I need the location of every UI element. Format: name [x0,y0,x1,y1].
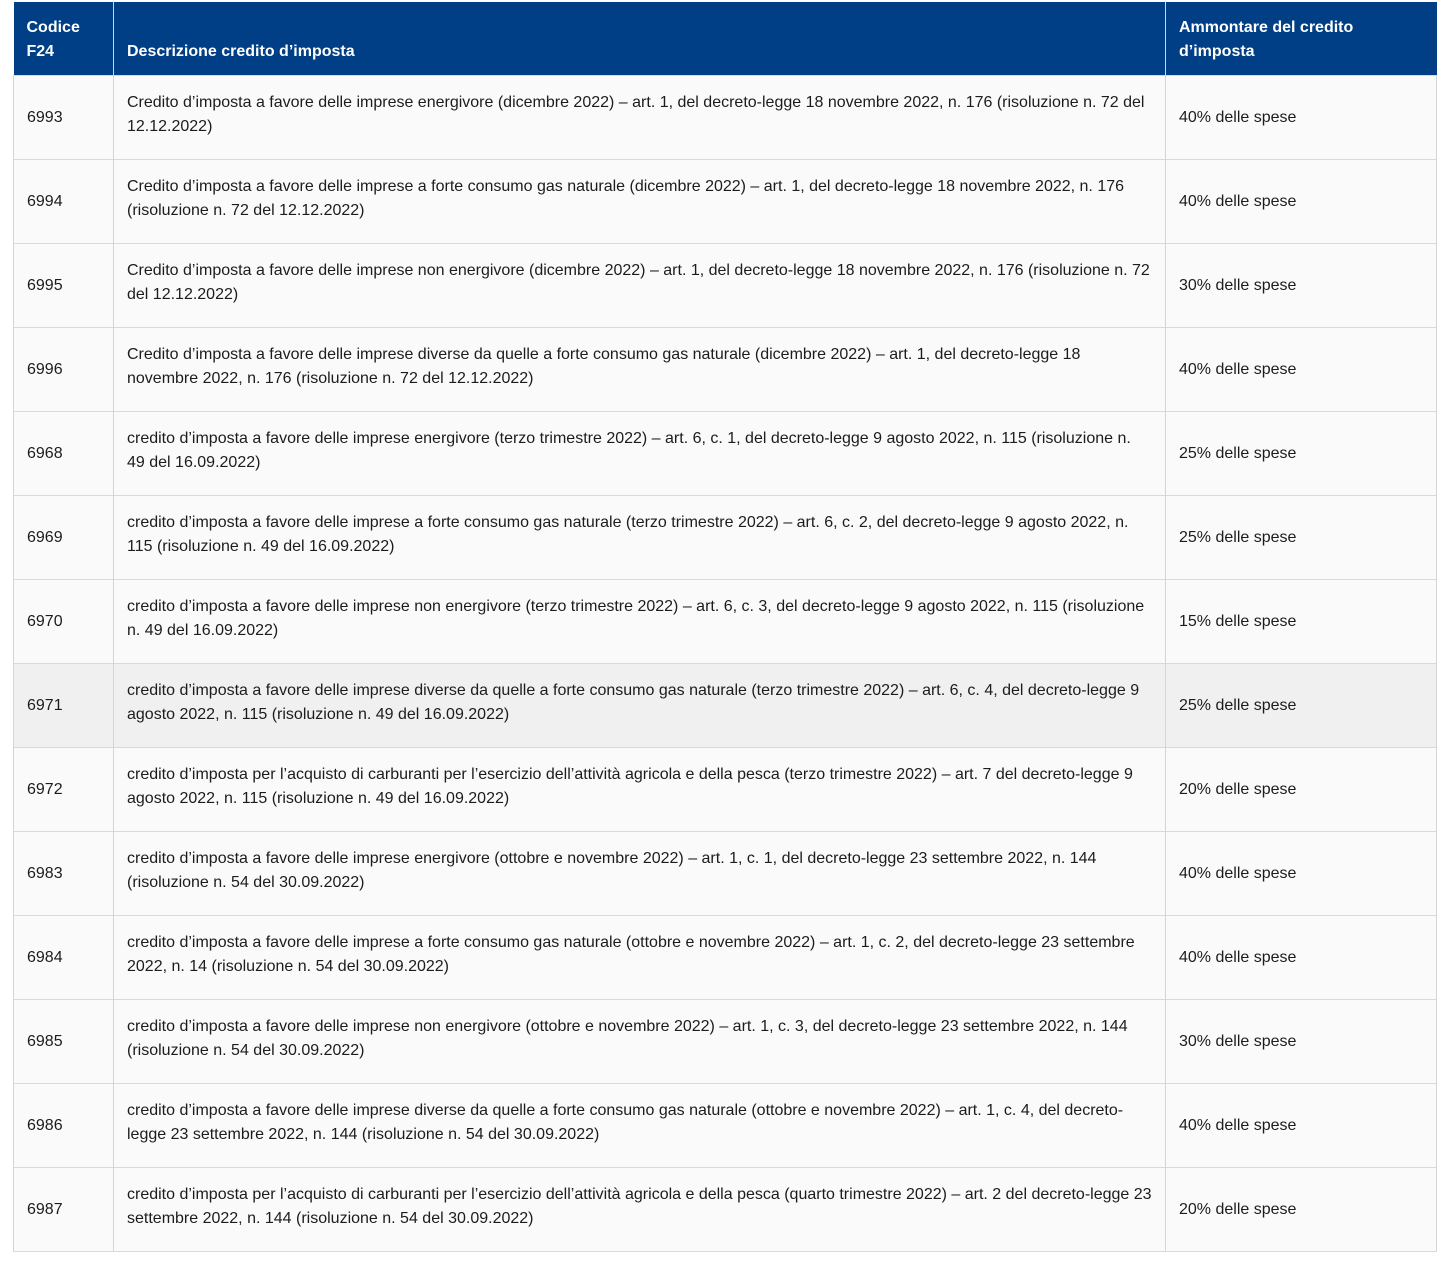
cell-amount: 40% delle spese [1166,1084,1437,1168]
cell-code: 6972 [14,748,114,832]
cell-amount: 20% delle spese [1166,1168,1437,1252]
table-row [14,1084,1437,1168]
cell-code: 6986 [14,1084,114,1168]
cell-description: credito d’imposta per l’acquisto di carburanti per l’esercizio dell’attività agricola e della pesca (quarto trimestre 2022) – art. 2 del decreto-legge 23 settembre 2022, n. 144 (risoluzione n. 54 del 30.09.2022) [114,1168,1166,1252]
cell-code: 6970 [14,580,114,664]
table-body [14,76,1437,1252]
cell-amount: 40% delle spese [1166,160,1437,244]
cell-amount: 20% delle spese [1166,748,1437,832]
column-header-code: Codice F24 [14,2,114,76]
table-row [14,1000,1437,1084]
cell-code: 6969 [14,496,114,580]
tax-credit-table-container [13,2,1436,1252]
table-row [14,496,1437,580]
cell-description: Credito d’imposta a favore delle imprese energivore (dicembre 2022) – art. 1, del decreto-legge 18 novembre 2022, n. 176 (risoluzione n. 72 del 12.12.2022) [114,76,1166,160]
table-row [14,244,1437,328]
tax-credit-table [13,2,1437,1252]
cell-description: credito d’imposta a favore delle imprese non energivore (ottobre e novembre 2022) – art. 1, c. 3, del decreto-legge 23 settembre 2022, n. 144 (risoluzione n. 54 del 30.09.2022) [114,1000,1166,1084]
header-row [14,2,1437,76]
cell-description: credito d’imposta a favore delle imprese diverse da quelle a forte consumo gas naturale (terzo trimestre 2022) – art. 6, c. 4, del decreto-legge 9 agosto 2022, n. 115 (risoluzione n. 49 del 16.09.2022) [114,664,1166,748]
cell-amount: 25% delle spese [1166,664,1437,748]
cell-amount: 40% delle spese [1166,76,1437,160]
column-header-amount: Ammontare del credito d’imposta [1166,2,1437,76]
cell-description: credito d’imposta a favore delle imprese energivore (terzo trimestre 2022) – art. 6, c. 1, del decreto-legge 9 agosto 2022, n. 115 (risoluzione n. 49 del 16.09.2022) [114,412,1166,496]
cell-description: credito d’imposta a favore delle imprese diverse da quelle a forte consumo gas naturale (ottobre e novembre 2022) – art. 1, c. 4, del decreto-legge 23 settembre 2022, n. 144 (risoluzione n. 54 del 30.09.2022) [114,1084,1166,1168]
cell-code: 6985 [14,1000,114,1084]
cell-code: 6984 [14,916,114,1000]
cell-code: 6971 [14,664,114,748]
table-row [14,328,1437,412]
cell-amount: 40% delle spese [1166,328,1437,412]
cell-code: 6983 [14,832,114,916]
cell-code: 6996 [14,328,114,412]
cell-amount: 25% delle spese [1166,496,1437,580]
cell-code: 6995 [14,244,114,328]
table-row [14,916,1437,1000]
table-row [14,160,1437,244]
table-row [14,580,1437,664]
cell-code: 6987 [14,1168,114,1252]
cell-description: credito d’imposta per l’acquisto di carburanti per l’esercizio dell’attività agricola e della pesca (terzo trimestre 2022) – art. 7 del decreto-legge 9 agosto 2022, n. 115 (risoluzione n. 49 del 16.09.2022) [114,748,1166,832]
table-row [14,748,1437,832]
cell-description: credito d’imposta a favore delle imprese a forte consumo gas naturale (terzo trimestre 2022) – art. 6, c. 2, del decreto-legge 9 agosto 2022, n. 115 (risoluzione n. 49 del 16.09.2022) [114,496,1166,580]
cell-amount: 30% delle spese [1166,244,1437,328]
cell-description: Credito d’imposta a favore delle imprese non energivore (dicembre 2022) – art. 1, del decreto-legge 18 novembre 2022, n. 176 (risoluzione n. 72 del 12.12.2022) [114,244,1166,328]
cell-amount: 40% delle spese [1166,916,1437,1000]
cell-description: Credito d’imposta a favore delle imprese diverse da quelle a forte consumo gas naturale (dicembre 2022) – art. 1, del decreto-legge 18 novembre 2022, n. 176 (risoluzione n. 72 del 12.12.2022) [114,328,1166,412]
cell-amount: 40% delle spese [1166,832,1437,916]
cell-description: credito d’imposta a favore delle imprese energivore (ottobre e novembre 2022) – art. 1, c. 1, del decreto-legge 23 settembre 2022, n. 144 (risoluzione n. 54 del 30.09.2022) [114,832,1166,916]
table-row [14,832,1437,916]
cell-amount: 30% delle spese [1166,1000,1437,1084]
cell-description: credito d’imposta a favore delle imprese a forte consumo gas naturale (ottobre e novembre 2022) – art. 1, c. 2, del decreto-legge 23 settembre 2022, n. 14 (risoluzione n. 54 del 30.09.2022) [114,916,1166,1000]
table-row [14,76,1437,160]
table-header [14,2,1437,76]
cell-code: 6993 [14,76,114,160]
cell-amount: 15% delle spese [1166,580,1437,664]
cell-code: 6994 [14,160,114,244]
cell-code: 6968 [14,412,114,496]
table-row-highlighted [14,664,1437,748]
table-row [14,1168,1437,1252]
cell-description: credito d’imposta a favore delle imprese non energivore (terzo trimestre 2022) – art. 6, c. 3, del decreto-legge 9 agosto 2022, n. 115 (risoluzione n. 49 del 16.09.2022) [114,580,1166,664]
table-row [14,412,1437,496]
cell-description: Credito d’imposta a favore delle imprese a forte consumo gas naturale (dicembre 2022) – art. 1, del decreto-legge 18 novembre 2022, n. 176 (risoluzione n. 72 del 12.12.2022) [114,160,1166,244]
cell-amount: 25% delle spese [1166,412,1437,496]
column-header-description: Descrizione credito d’imposta [114,2,1166,76]
